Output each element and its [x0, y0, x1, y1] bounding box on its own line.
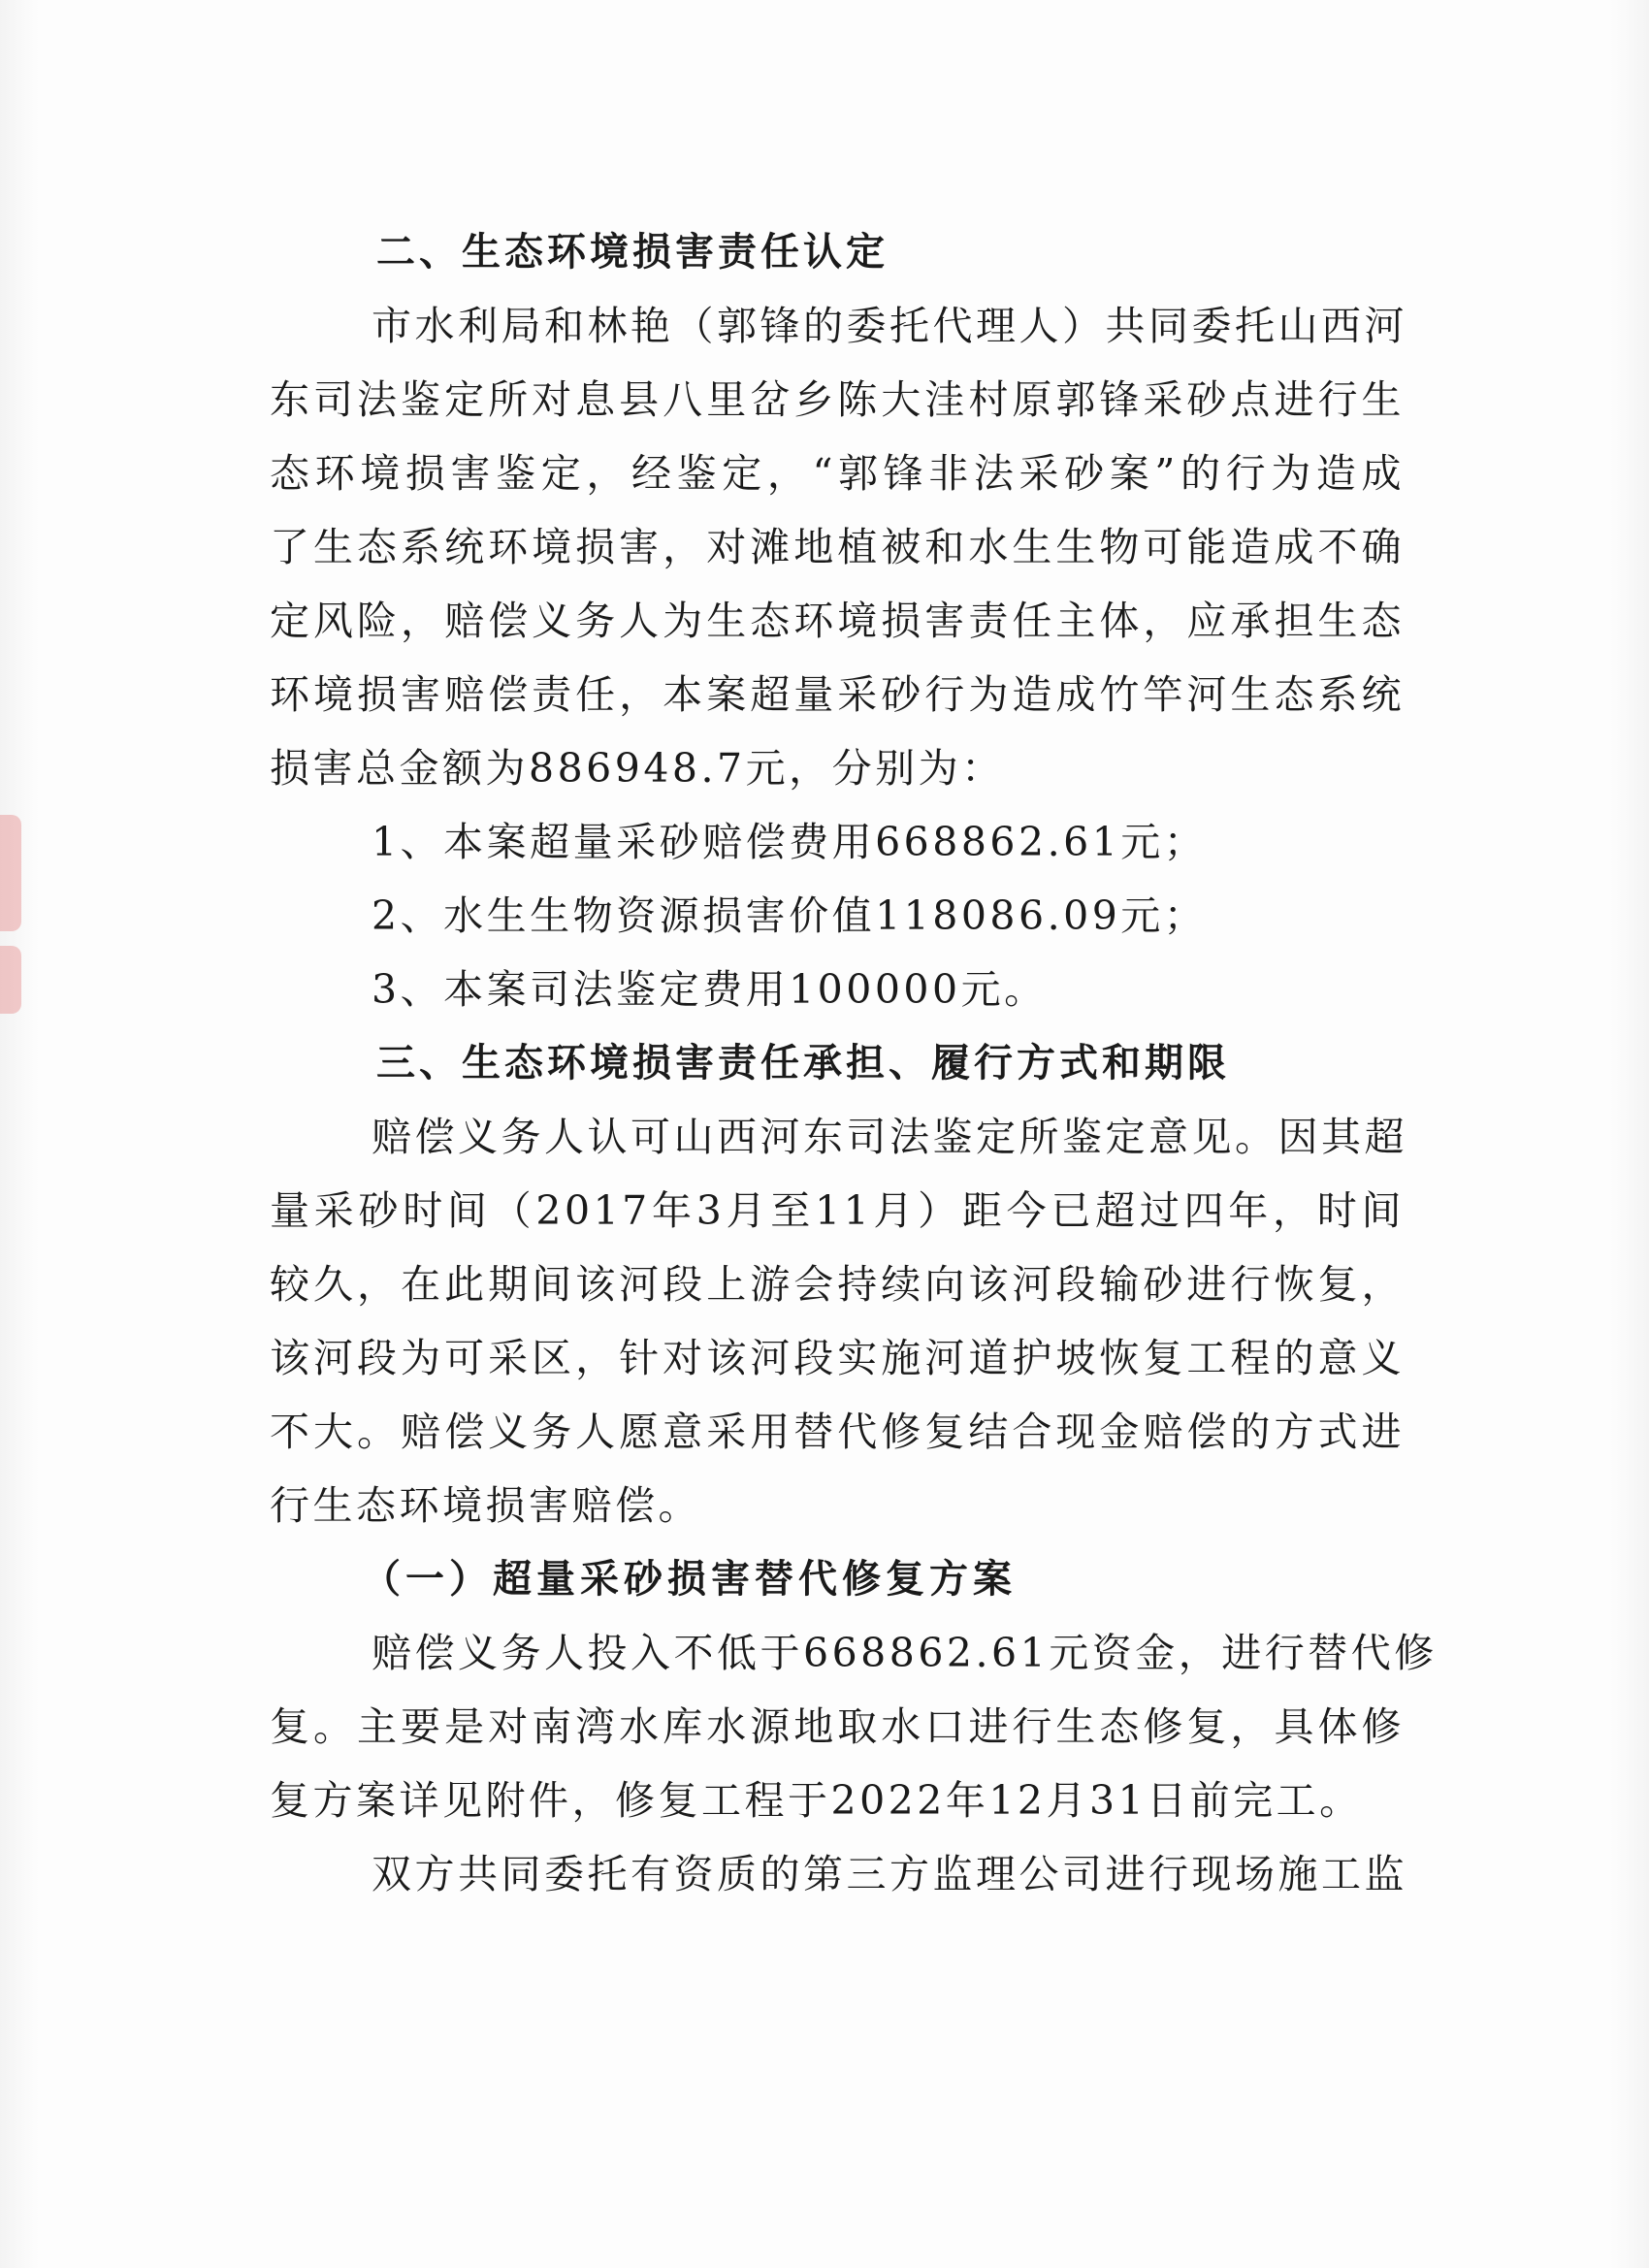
paragraph-line: 不大。赔偿义务人愿意采用替代修复结合现金赔偿的方式进 — [270, 1409, 1405, 1455]
paragraph-line: 市水利局和林艳（郭锋的委托代理人）共同委托山西河 — [372, 303, 1407, 349]
paragraph-line: 损害总金额为886948.7元，分别为： — [270, 745, 1005, 792]
paragraph-line: 双方共同委托有资质的第三方监理公司进行现场施工监 — [372, 1851, 1407, 1897]
section-2-heading: 二、生态环境损害责任认定 — [376, 230, 889, 275]
paragraph-line: 定风险，赔偿义务人为生态环境损害责任主体，应承担生态 — [270, 598, 1405, 644]
paragraph-line: 环境损害赔偿责任，本案超量采砂行为造成竹竿河生态系统 — [270, 671, 1405, 718]
list-item: 3、本案司法鉴定费用100000元。 — [372, 966, 1048, 1013]
stamp-edge-mark — [0, 946, 21, 1014]
paragraph-line: 量采砂时间（2017年3月至11月）距今已超过四年，时间 — [270, 1187, 1405, 1234]
paragraph-line: 东司法鉴定所对息县八里岔乡陈大洼村原郭锋采砂点进行生 — [270, 376, 1405, 423]
subsection-1-heading: （一）超量采砂损害替代修复方案 — [362, 1556, 1017, 1602]
stamp-edge-mark — [0, 815, 21, 931]
paragraph-line: 赔偿义务人投入不低于668862.61元资金，进行替代修 — [372, 1630, 1438, 1676]
section-3-heading: 三、生态环境损害责任承担、履行方式和期限 — [376, 1041, 1230, 1085]
paragraph-line: 较久，在此期间该河段上游会持续向该河段输砂进行恢复， — [270, 1261, 1405, 1308]
paragraph-line: 复方案详见附件，修复工程于2022年12月31日前完工。 — [270, 1777, 1363, 1824]
list-item: 1、本案超量采砂赔偿费用668862.61元； — [372, 819, 1208, 865]
document-body — [270, 215, 1438, 1911]
paragraph-line: 该河段为可采区，针对该河段实施河道护坡恢复工程的意义 — [270, 1335, 1405, 1381]
paragraph-line: 态环境损害鉴定，经鉴定，“郭锋非法采砂案”的行为造成 — [270, 450, 1405, 497]
list-item: 2、水生生物资源损害价值118086.09元； — [372, 892, 1208, 939]
paragraph-line: 行生态环境损害赔偿。 — [270, 1482, 701, 1529]
paragraph-line: 赔偿义务人认可山西河东司法鉴定所鉴定意见。因其超 — [372, 1114, 1407, 1160]
paragraph-line: 了生态系统环境损害，对滩地植被和水生生物可能造成不确 — [270, 524, 1405, 570]
paragraph-line: 复。主要是对南湾水库水源地取水口进行生态修复，具体修 — [270, 1703, 1405, 1750]
